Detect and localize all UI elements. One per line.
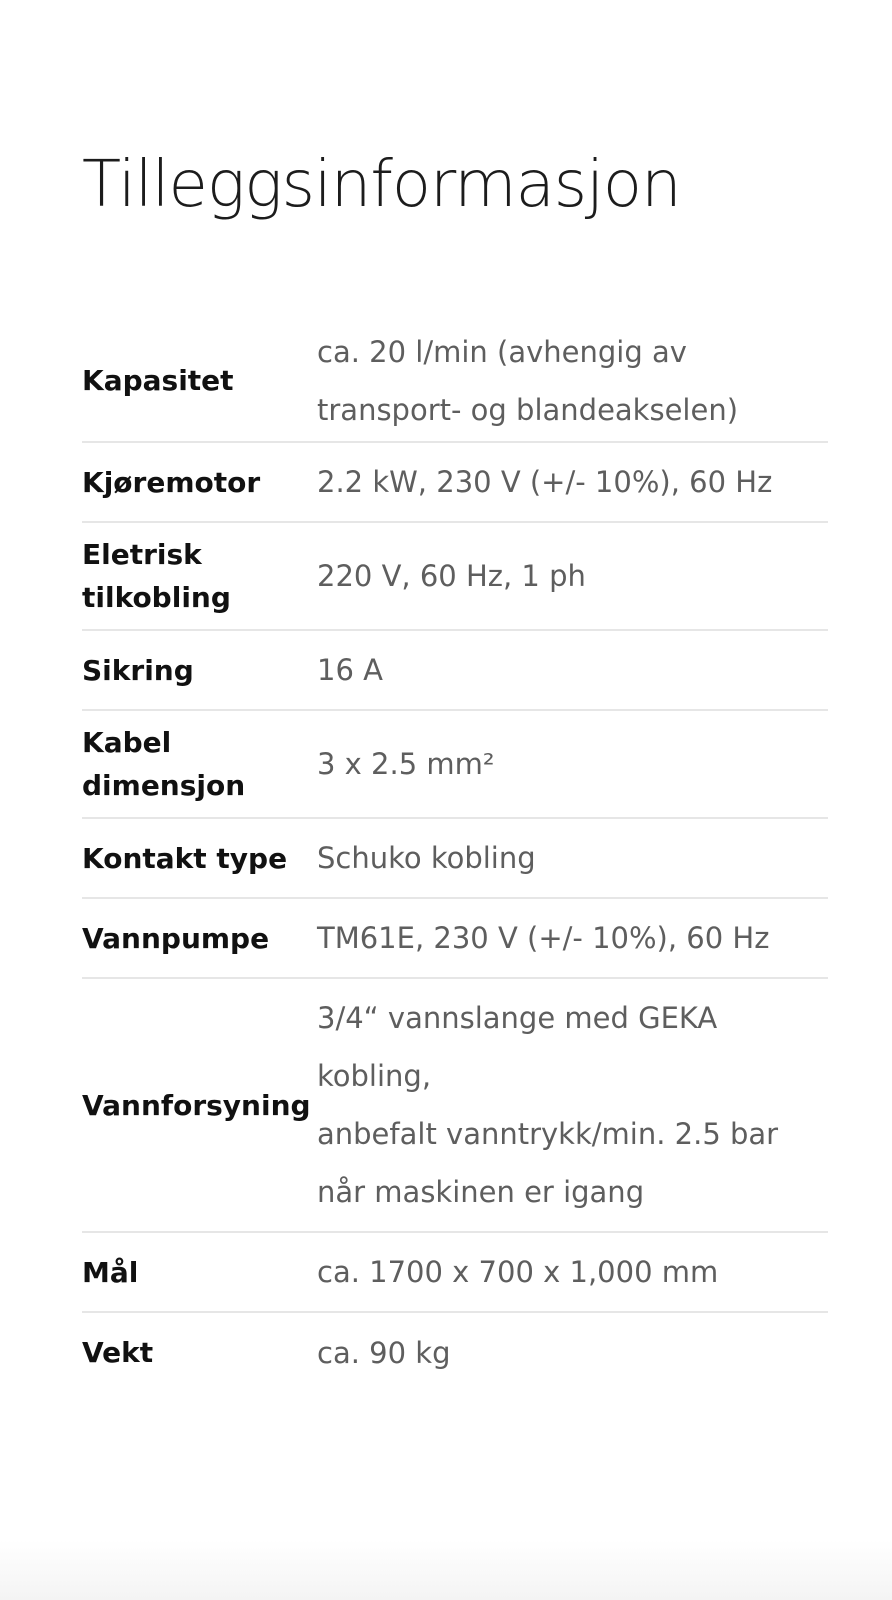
spec-value xyxy=(317,898,828,978)
spec-row-kapasitet xyxy=(82,320,828,442)
spec-value xyxy=(317,320,828,442)
spec-value-line: ca. 20 l/min (avhengig av xyxy=(317,334,687,369)
page-title: Tilleggsinformasjon xyxy=(82,148,681,222)
spec-row-mal xyxy=(82,1232,828,1312)
spec-value-line: transport- og blandeakselen) xyxy=(317,392,739,427)
spec-value-line: 3 x 2.5 mm² xyxy=(317,747,495,781)
spec-value-line: kobling, xyxy=(317,1059,432,1093)
spec-row-kjoremotor xyxy=(82,442,828,522)
spec-value-line: 2.2 kW, 230 V (+/- 10%), 60 Hz xyxy=(317,465,773,499)
spec-label: Eletrisk tilkobling xyxy=(82,538,231,614)
spec-row-sikring xyxy=(82,630,828,710)
bottom-fade xyxy=(0,1540,892,1600)
spec-row-vannforsyning xyxy=(82,978,828,1232)
spec-row-kontakt-type xyxy=(82,818,828,898)
spec-row-vekt xyxy=(82,1312,828,1392)
spec-value xyxy=(317,818,828,898)
spec-value-line: TM61E, 230 V (+/- 10%), 60 Hz xyxy=(317,921,770,955)
spec-label: Vekt xyxy=(82,1336,154,1369)
spec-value xyxy=(317,1312,828,1392)
spec-value-line: når maskinen er igang xyxy=(317,1175,645,1209)
spec-value-line: 3/4“ vannslange med GEKA xyxy=(317,1001,718,1035)
spec-value-line: 220 V, 60 Hz, 1 ph xyxy=(317,559,586,593)
spec-label: Sikring xyxy=(82,653,194,687)
spec-value xyxy=(317,630,828,710)
spec-value xyxy=(317,710,828,818)
spec-label: Vannforsyning xyxy=(82,1088,311,1122)
spec-row-kabel-dimensjon xyxy=(82,710,828,818)
spec-label: Kontakt type xyxy=(82,841,288,875)
spec-label: Mål xyxy=(82,1255,139,1289)
spec-value xyxy=(317,978,828,1232)
spec-label: Kabel dimensjon xyxy=(82,726,246,802)
spec-value-line: anbefalt vanntrykk/min. 2.5 bar xyxy=(317,1117,779,1151)
spec-row-vannpumpe xyxy=(82,898,828,978)
spec-value xyxy=(317,442,828,522)
spec-value-line: ca. 90 kg xyxy=(317,1335,451,1370)
spec-value xyxy=(317,522,828,630)
spec-label: Kapasitet xyxy=(82,364,234,397)
spec-row-eletrisk-tilkobling xyxy=(82,522,828,630)
spec-table xyxy=(82,320,828,1392)
spec-value-line: Schuko kobling xyxy=(317,841,536,875)
spec-value xyxy=(317,1232,828,1312)
spec-value-line: 16 A xyxy=(317,653,383,687)
spec-value-line: ca. 1700 x 700 x 1,000 mm xyxy=(317,1255,719,1289)
spec-label: Kjøremotor xyxy=(82,465,261,499)
spec-label: Vannpumpe xyxy=(82,921,270,955)
